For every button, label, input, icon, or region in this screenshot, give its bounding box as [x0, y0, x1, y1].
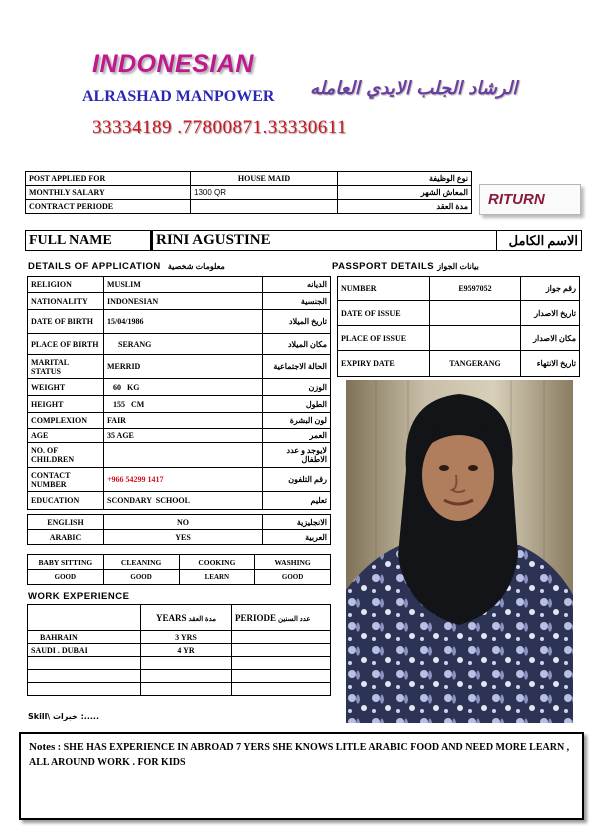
salary-label-ar: المعاش الشهر	[338, 186, 472, 200]
full-name-label-ar: الاسم الكامل	[497, 231, 582, 251]
detail-label-ar: رقم التلفون	[263, 468, 331, 492]
periode-label-ar: عدد السنين	[278, 614, 311, 623]
years-label-ar: مدة العقد	[188, 614, 217, 623]
work-experience-heading: WORK EXPERIENCE	[28, 591, 130, 602]
phone-numbers: 33334189 .77800871.33330611	[92, 117, 348, 138]
language-value: YES	[104, 530, 263, 545]
details-heading	[28, 261, 225, 272]
contract-value	[191, 200, 338, 214]
experience-years: 4 YR	[141, 644, 232, 657]
passport-value	[430, 326, 521, 351]
detail-label: RELIGION	[28, 277, 104, 293]
passport-value: E9597052	[430, 277, 521, 301]
experience-periode	[232, 644, 331, 657]
agency-title: INDONESIAN	[92, 50, 254, 78]
periode-label: PERIODE	[235, 612, 277, 623]
contract-label-ar: مدة العقد	[338, 200, 472, 214]
detail-label-ar: الوزن	[263, 379, 331, 396]
detail-label: WEIGHT	[28, 379, 104, 396]
country-header	[28, 605, 141, 631]
skill-header: CLEANING	[103, 555, 179, 570]
experience-years	[141, 683, 232, 696]
passport-label: PLACE OF ISSUE	[338, 326, 430, 351]
experience-country	[28, 670, 141, 683]
notes-box	[19, 732, 584, 820]
details-heading-en: DETAILS OF APPLICATION	[28, 261, 161, 272]
detail-label-ar: الديانه	[263, 277, 331, 293]
detail-value: FAIR	[104, 413, 263, 429]
experience-periode	[232, 657, 331, 670]
passport-heading-ar: بيانات الجواز	[437, 262, 479, 271]
contact-number-value: +966 54299 1417	[104, 468, 263, 492]
language-label: ARABIC	[28, 530, 104, 545]
detail-label: NO. OF CHILDREN	[28, 443, 104, 468]
passport-label-ar: تاريخ الاصدار	[521, 301, 580, 326]
detail-label: DATE OF BIRTH	[28, 310, 104, 334]
skill-value: GOOD	[103, 570, 179, 585]
return-badge: RITURN	[479, 184, 581, 215]
passport-label-ar: رقم جواز	[521, 277, 580, 301]
post-value: HOUSE MAID	[191, 172, 338, 186]
detail-label: HEIGHT	[28, 396, 104, 413]
skills-table	[27, 554, 331, 585]
applicant-photo-graphic	[346, 380, 573, 723]
experience-periode	[232, 670, 331, 683]
company-name-arabic: الرشاد الجلب الايدي العامله	[310, 78, 518, 99]
passport-heading-en: PASSPORT DETAILS	[332, 261, 435, 272]
experience-periode	[232, 683, 331, 696]
experience-years	[141, 657, 232, 670]
notes-label: Notes	[29, 741, 56, 753]
passport-label: NUMBER	[338, 277, 430, 301]
salary-label: MONTHLY SALARY	[26, 186, 191, 200]
experience-country	[28, 683, 141, 696]
language-label-ar: العربية	[263, 530, 331, 545]
skill-value: GOOD	[255, 570, 331, 585]
detail-label-ar: الحالة الاجتماعية	[263, 355, 331, 379]
full-name-value: RINI AGUSTINE	[152, 231, 497, 251]
detail-label-ar: تاريخ الميلاد	[263, 310, 331, 334]
salary-value: 1300 QR	[191, 186, 338, 200]
detail-value: MERRID	[104, 355, 263, 379]
notes-text: : SHE HAS EXPERIENCE IN ABROAD 7 YERS SHE KNOWS LITLE ARABIC FOOD AND NEED MORE LEARN , ALL AROUND WORK . FOR KIDS	[29, 742, 570, 768]
experience-country: SAUDI . DUBAI	[28, 644, 141, 657]
years-label: YEARS	[155, 612, 187, 623]
skill-line: Skill\ خبرات :.....	[28, 712, 99, 721]
experience-country: BAHRAIN	[28, 631, 141, 644]
post-label: POST APPLIED FOR	[26, 172, 191, 186]
applicant-photo	[346, 380, 573, 723]
passport-label: EXPIRY DATE	[338, 351, 430, 377]
passport-table	[337, 276, 580, 377]
detail-label: NATIONALITY	[28, 293, 104, 310]
detail-label-ar: العمر	[263, 429, 331, 443]
detail-label-ar: لون البشرة	[263, 413, 331, 429]
detail-value: 15/04/1986	[104, 310, 263, 334]
full-name-label: FULL NAME	[26, 231, 152, 251]
language-label: ENGLISH	[28, 515, 104, 530]
passport-value	[430, 301, 521, 326]
detail-label: CONTACT NUMBER	[28, 468, 104, 492]
experience-periode	[232, 631, 331, 644]
detail-label: MARITAL STATUS	[28, 355, 104, 379]
post-label-ar: نوع الوظيفة	[338, 172, 472, 186]
experience-years	[141, 670, 232, 683]
detail-label: PLACE OF BIRTH	[28, 334, 104, 355]
language-value: NO	[104, 515, 263, 530]
details-heading-ar: معلومات شخصية	[167, 262, 225, 271]
detail-value: SCONDARY SCHOOL	[104, 492, 263, 510]
job-info-table	[25, 171, 472, 214]
experience-years: 3 YRS	[141, 631, 232, 644]
detail-value: INDONESIAN	[104, 293, 263, 310]
detail-value: 35 AGE	[104, 429, 263, 443]
passport-label-ar: تاريخ الانتهاء	[521, 351, 580, 377]
years-header	[141, 605, 232, 631]
skill-header: COOKING	[179, 555, 255, 570]
skill-value: LEARN	[179, 570, 255, 585]
detail-label: EDUCATION	[28, 492, 104, 510]
passport-value: TANGERANG	[430, 351, 521, 377]
language-label-ar: الانجليزية	[263, 515, 331, 530]
passport-label: DATE OF ISSUE	[338, 301, 430, 326]
skill-value: GOOD	[28, 570, 104, 585]
experience-country	[28, 657, 141, 670]
full-name-table	[25, 230, 582, 251]
skill-header: WASHING	[255, 555, 331, 570]
detail-label-ar: لايوجد و عدد الاطفال	[263, 443, 331, 468]
detail-value: SERANG	[104, 334, 263, 355]
detail-label-ar: الجنسية	[263, 293, 331, 310]
detail-value	[104, 443, 263, 468]
detail-value: MUSLIM	[104, 277, 263, 293]
passport-heading	[332, 261, 479, 272]
skill-header: BABY SITTING	[28, 555, 104, 570]
languages-table	[27, 514, 331, 545]
detail-label: AGE	[28, 429, 104, 443]
passport-label-ar: مكان الاصدار	[521, 326, 580, 351]
company-name: ALRASHAD MANPOWER	[82, 88, 275, 105]
periode-header	[232, 605, 331, 631]
detail-label: COMPLEXION	[28, 413, 104, 429]
detail-label-ar: مكان الميلاد	[263, 334, 331, 355]
detail-value: 60 KG	[104, 379, 263, 396]
detail-value: 155 CM	[104, 396, 263, 413]
detail-label-ar: الطول	[263, 396, 331, 413]
detail-label-ar: تعليم	[263, 492, 331, 510]
details-table	[27, 276, 331, 510]
work-experience-table	[27, 604, 331, 696]
contract-label: CONTRACT PERIODE	[26, 200, 191, 214]
